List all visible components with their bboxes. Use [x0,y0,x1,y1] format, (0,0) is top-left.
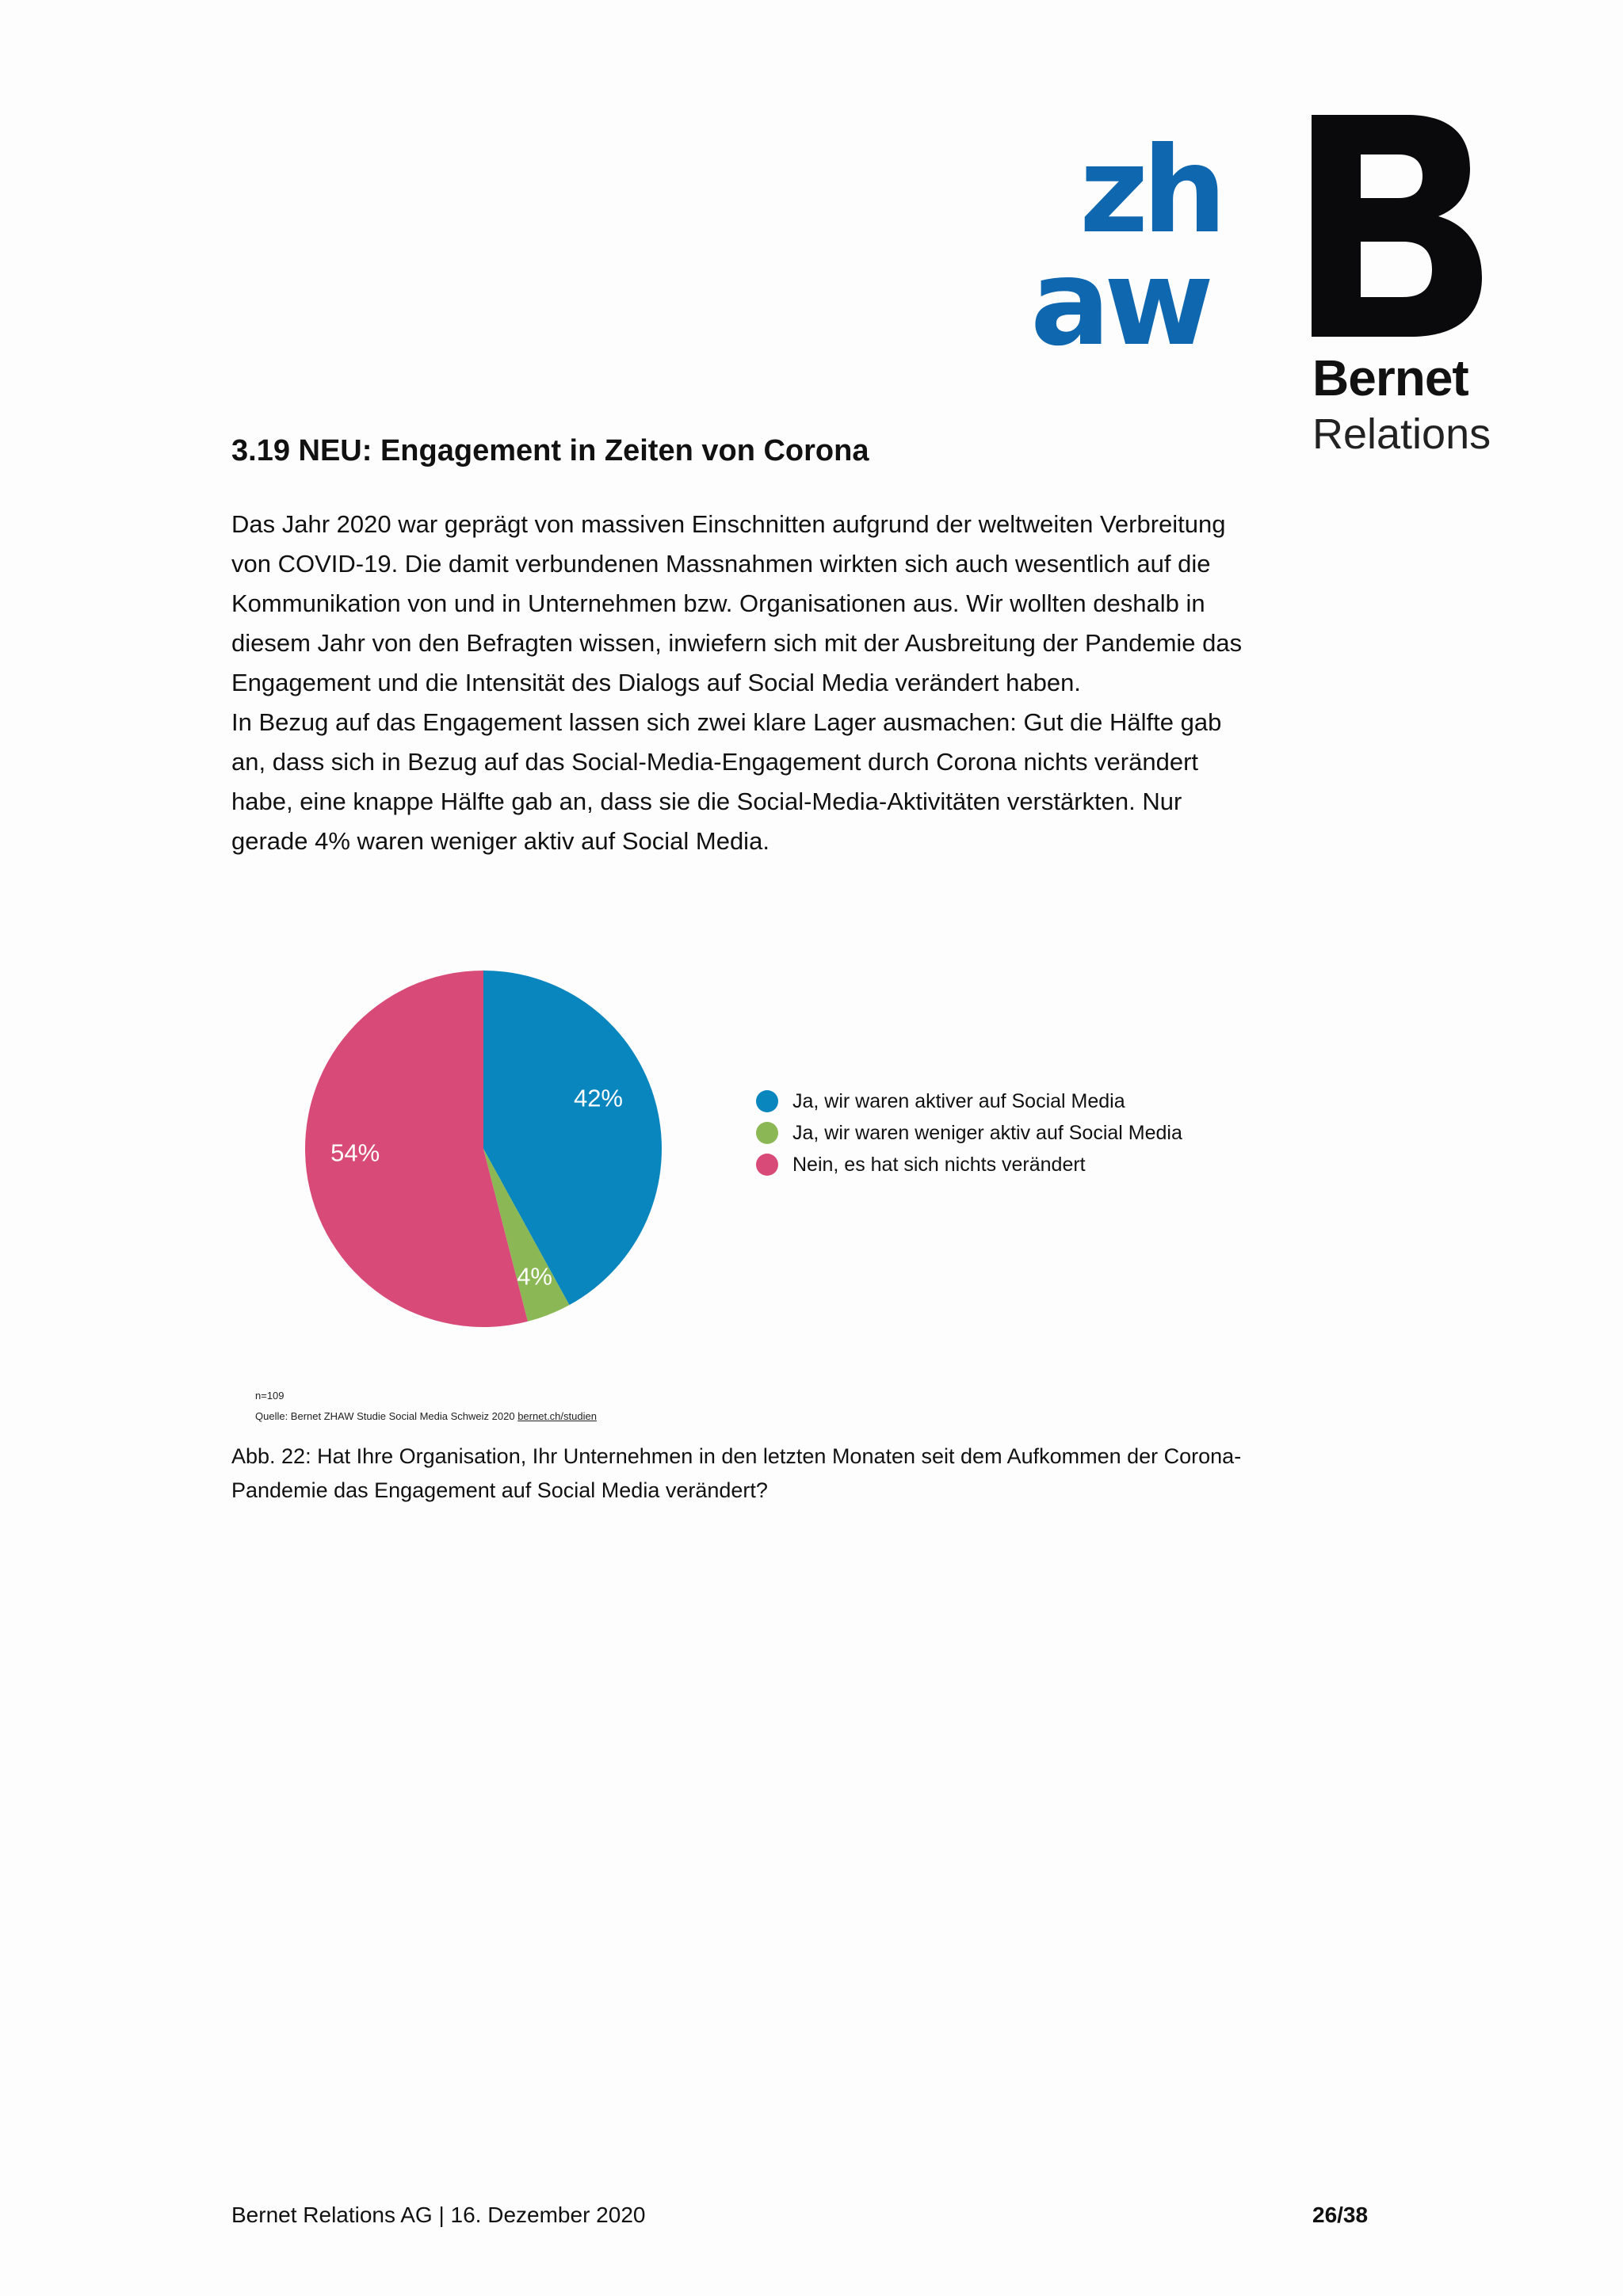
source-text: Quelle: Bernet ZHAW Studie Social Media Schweiz 2020 [255,1410,515,1422]
legend-item [756,1117,1182,1149]
chart-legend [756,1085,1182,1180]
page-number: 26/38 [1312,2203,1369,2227]
legend-dot-nichts [756,1154,778,1176]
section-heading: 3.19 NEU: Engagement in Zeiten von Corona [231,434,869,467]
paragraph-2: In Bezug auf das Engagement lassen sich zwei klare Lager ausmachen: Gut die Hälfte gab an, dass sich in Bezug auf das Social-Media-Engagement durch Corona nichts verändert habe, eine knappe Hälfte gab an, dass sie die Social-Media-Aktivitäten verstärkten. Nur gerade 4% waren weniger aktiv auf Social Media. [231,708,1222,855]
pie-chart [293,959,674,1339]
legend-item [756,1085,1182,1117]
legend-label: Nein, es hat sich nichts verändert [792,1153,1086,1176]
pie-data-label: 42% [573,1084,624,1112]
body-text [231,505,1262,861]
legend-label: Ja, wir waren aktiver auf Social Media [792,1089,1125,1112]
paragraph-1: Das Jahr 2020 war geprägt von massiven Einschnitten aufgrund der weltweiten Verbreitung von COVID-19. Die damit verbundenen Massnahmen wirkten sich auch wesentlich auf die Kommunikation von und in Unternehmen bzw. Organisationen aus. Wir wollten deshalb in diesem Jahr von den Befragten wissen, inwiefern sich mit der Ausbreitung der Pandemie das Engagement und die Intensität des Dialogs auf Social Media verändert haben. [231,510,1243,696]
legend-dot-weniger [756,1122,778,1144]
source-note [255,1410,597,1422]
zhaw-logo-line1: zh [1079,122,1221,260]
bernet-logo-subtitle: Relations [1312,410,1491,458]
bernet-logo-name: Bernet [1312,349,1468,406]
zhaw-logo [1030,122,1236,372]
legend-dot-aktiver [756,1090,778,1112]
source-link[interactable]: bernet.ch/studien [517,1410,597,1422]
figure-caption: Abb. 22: Hat Ihre Organisation, Ihr Unternehmen in den letzten Monaten seit dem Aufkommen der Corona-Pandemie das Engagement auf Social Media verändert? [231,1444,1242,1502]
pie-data-label: 4% [517,1262,553,1291]
legend-item [756,1149,1182,1180]
pie-data-label: 54% [330,1138,380,1167]
sample-size-note: n=109 [255,1390,285,1402]
bernet-b-logo [1312,115,1482,337]
footer-company-date: Bernet Relations AG | 16. Dezember 2020 [231,2203,646,2227]
legend-label: Ja, wir waren weniger aktiv auf Social Media [792,1121,1182,1144]
zhaw-logo-line2: aw [1030,235,1208,372]
